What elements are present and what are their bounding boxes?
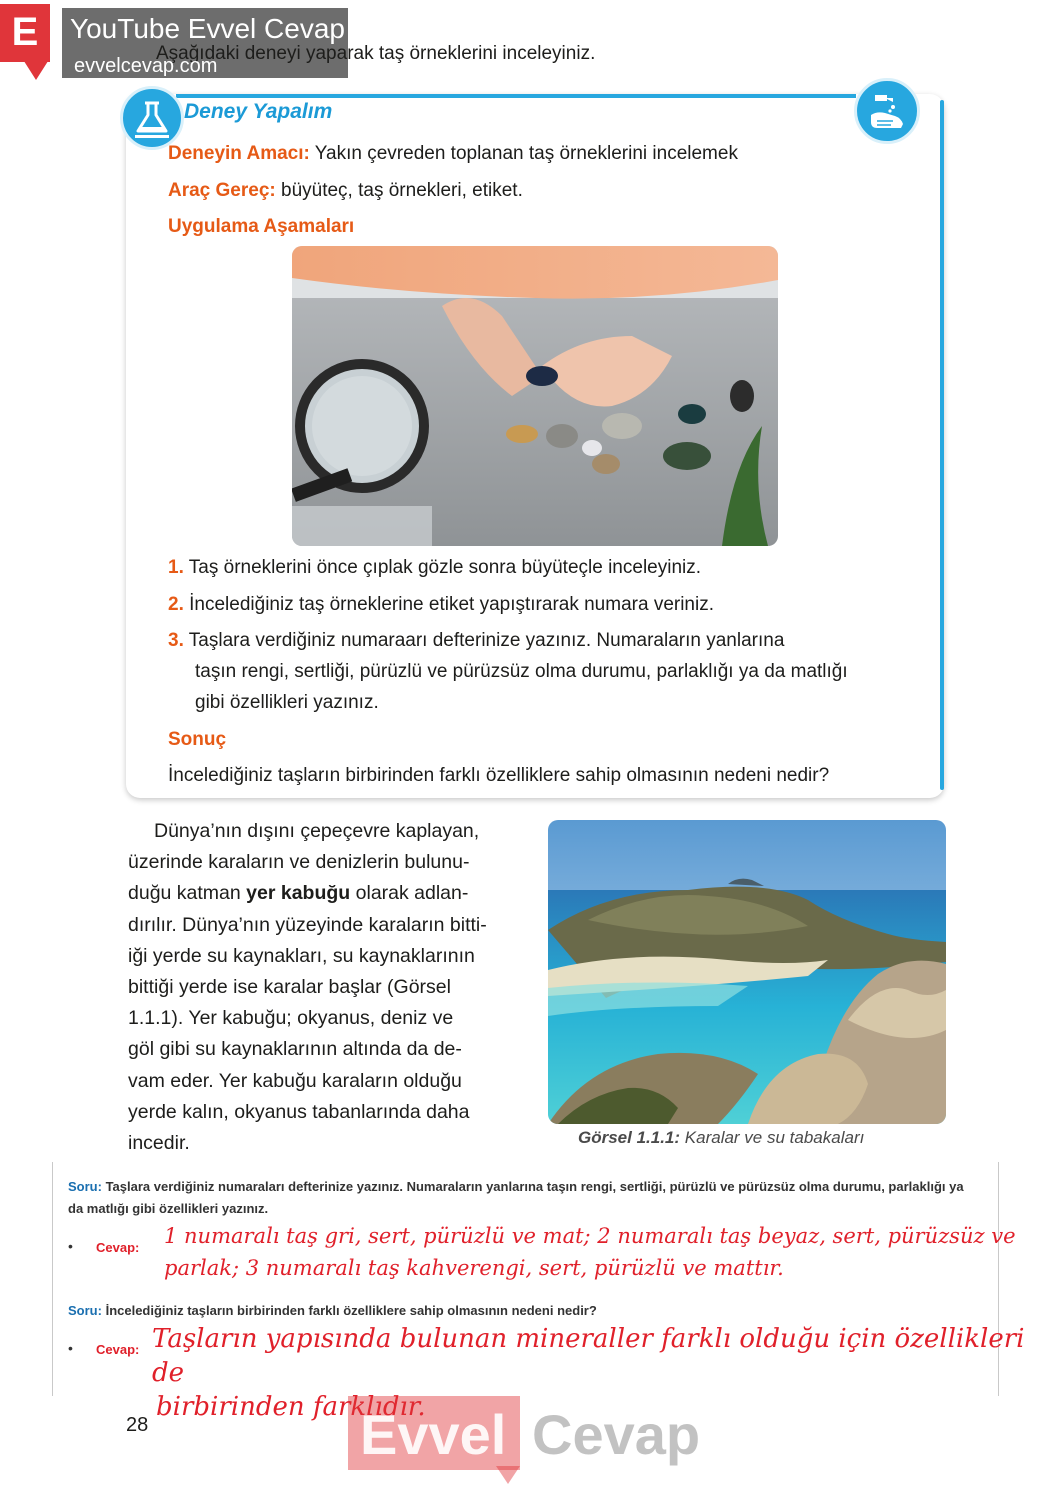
step-2-number: 2.	[168, 594, 184, 615]
experiment-title: Deney Yapalım	[184, 100, 333, 123]
body-line-6: bittiği yerde ise karalar başlar (Görsel	[128, 976, 451, 999]
answer-1-line1: 1 numaralı taş gri, sert, pürüzlü ve mat; 2 numaralı taş beyaz, sert, pürüzsüz ve	[164, 1224, 1016, 1248]
tools-label: Araç Gereç:	[168, 180, 276, 201]
result-title: Sonuç	[168, 729, 227, 750]
page-number: 28	[126, 1414, 149, 1436]
answer-1	[164, 1220, 1016, 1284]
caption-text: Karalar ve su tabakaları	[680, 1128, 865, 1147]
card-right-border	[940, 100, 944, 790]
step-2	[168, 589, 714, 620]
bottom-watermark-evvel: Evvel	[360, 1403, 507, 1466]
question-2-label: Soru:	[68, 1303, 102, 1318]
term-yer-kabugu: yer kabuğu	[246, 882, 351, 905]
question-1-label: Soru:	[68, 1179, 102, 1194]
answer-1-label: Cevap:	[96, 1240, 140, 1255]
question-1-line2: da matlığı gibi özellikleri yazınız.	[68, 1201, 269, 1216]
step-3-text-line3: gibi özellikleri yazınız.	[195, 692, 379, 713]
result-text: İncelediğiniz taşların birbirinden farklı özelliklere sahip olmasının nedeni nedir?	[168, 765, 830, 786]
photo-caption	[578, 1128, 864, 1148]
coast-photo	[548, 820, 946, 1124]
answer-1-line2: parlak; 3 numaralı taş kahverengi, sert, pürüzlü ve mattır.	[164, 1256, 784, 1280]
stones-photo	[292, 246, 778, 546]
card-top-border	[176, 94, 856, 98]
flask-icon	[120, 86, 184, 150]
aim-label: Deneyin Amacı:	[168, 143, 310, 164]
body-line-3-start: duğu katman	[128, 882, 247, 905]
step-3-number: 3.	[168, 630, 184, 651]
tools-row	[168, 179, 523, 203]
step-3	[168, 625, 784, 656]
body-line-5: iği yerde su kaynakları, su kaynaklarının	[128, 944, 475, 967]
body-line-11: incedir.	[128, 1132, 190, 1155]
aim-row	[168, 142, 738, 166]
body-paragraph	[128, 816, 514, 1159]
question-1-line1: Taşlara verdiğiniz numaraları defterinize yazınız. Numaraların yanlarına taşın rengi, sertliği, pürüzlü ve pürüzsüz olma durumu, parlaklığı ya	[105, 1179, 964, 1194]
bottom-watermark-tail	[496, 1466, 520, 1484]
watermark-url: evvelcevap.com	[74, 55, 218, 77]
answer-2-line1: Taşların yapısında bulunan mineraller farklı olduğu için özellikleri de	[152, 1324, 1025, 1388]
body-line-10: yerde kalın, okyanus tabanlarında daha	[128, 1100, 470, 1123]
answer-2-bullet: •	[68, 1340, 73, 1356]
body-line-3-end: olarak adlan-	[350, 882, 469, 905]
qa-left-border	[52, 1162, 53, 1396]
step-1	[168, 552, 701, 583]
body-line-7: 1.1.1). Yer kabuğu; okyanus, deniz ve	[128, 1007, 454, 1030]
tools-text: büyüteç, taş örnekleri, etiket.	[281, 180, 523, 201]
steps-title: Uygulama Aşamaları	[168, 216, 355, 237]
body-line-3	[128, 878, 514, 909]
answer-1-bullet: •	[68, 1238, 73, 1254]
watermark-badge-tail	[22, 58, 50, 80]
step-1-number: 1.	[168, 557, 184, 578]
watermark-badge: E	[0, 4, 50, 62]
step-3-text-line1: Taşlara verdiğiniz numaraarı defterinize yazınız. Numaraların yanlarına	[188, 630, 785, 651]
intro-text: Aşağıdaki deneyi yaparak taş örneklerini inceleyiniz.	[156, 43, 596, 64]
handwash-icon	[854, 78, 920, 144]
question-1	[68, 1176, 990, 1220]
body-line-1: Dünya’nın dışını çepeçevre kaplayan,	[154, 820, 480, 842]
aim-text: Yakın çevreden toplanan taş örneklerini incelemek	[314, 143, 738, 164]
answer-2-line2: birbirinden farklıdır.	[156, 1392, 426, 1422]
body-line-9: vam eder. Yer kabuğu karaların olduğu	[128, 1069, 462, 1092]
bottom-watermark-cevap: Cevap	[532, 1403, 701, 1466]
question-2	[68, 1300, 597, 1322]
watermark-title: YouTube Evvel Cevap	[70, 13, 345, 44]
answer-2-label: Cevap:	[96, 1342, 140, 1357]
step-2-text: İncelediğiniz taş örneklerine etiket yapıştırarak numara veriniz.	[189, 594, 714, 615]
step-1-text: Taş örneklerini önce çıplak gözle sonra büyüteçle inceleyiniz.	[188, 557, 702, 578]
body-line-8: göl gibi su kaynaklarının altında da de-	[128, 1038, 462, 1061]
body-line-4: dırılır. Dünya’nın yüzeyinde karaların bitti-	[128, 913, 487, 936]
question-2-line1: İncelediğiniz taşların birbirinden farklı özelliklere sahip olmasının nedeni nedir?	[105, 1303, 597, 1318]
body-line-2: üzerinde karaların ve denizlerin bulunu-	[128, 851, 470, 874]
step-3-text-line2: taşın rengi, sertliği, pürüzlü ve pürüzsüz olma durumu, parlaklığı ya da matlığı	[195, 661, 848, 682]
caption-label: Görsel 1.1.1:	[578, 1128, 681, 1147]
